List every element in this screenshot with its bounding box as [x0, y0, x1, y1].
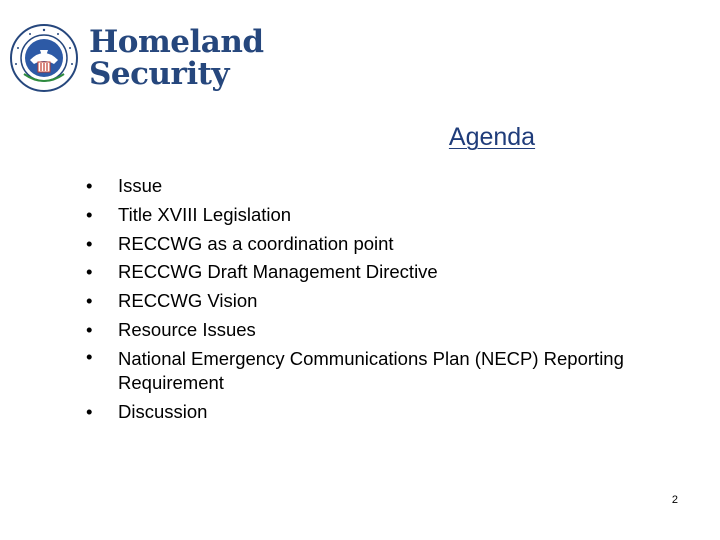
slide-title-text: Agenda	[448, 123, 536, 151]
agenda-list	[86, 172, 646, 427]
agenda-item	[86, 201, 646, 230]
agenda-item-text: National Emergency Communications Plan (NECP) Reporting Requirement	[118, 347, 624, 393]
agenda-item	[86, 398, 646, 427]
agenda-item-text: Title XVIII Legislation	[118, 203, 292, 225]
bullet: •	[86, 175, 93, 196]
agenda-item	[86, 345, 646, 398]
agenda-item	[86, 287, 646, 316]
agenda-item-text: Resource Issues	[118, 318, 256, 340]
bullet: •	[86, 261, 93, 283]
bullet: •	[86, 290, 93, 312]
bullet: •	[86, 345, 93, 367]
agenda-item-text: Issue	[118, 175, 163, 196]
logo-line-homeland: Homeland	[89, 24, 264, 60]
bullet: •	[86, 203, 93, 225]
bullet: •	[86, 232, 93, 254]
agenda-item	[86, 258, 646, 287]
agenda-item-text: RECCWG Draft Management Directive	[118, 261, 438, 283]
agenda-item-text: RECCWG Vision	[118, 290, 258, 312]
slide-title	[0, 123, 720, 152]
page-number: 2	[671, 494, 678, 506]
agenda-item	[86, 230, 646, 259]
dhs-seal-icon	[10, 24, 78, 92]
logo-line-security: Security	[89, 56, 229, 92]
bullet: •	[86, 400, 93, 422]
dhs-logo	[10, 24, 264, 96]
agenda-item	[86, 172, 646, 201]
agenda-item-text: RECCWG as a coordination point	[118, 232, 394, 254]
agenda-item-text: Discussion	[118, 400, 208, 422]
bullet: •	[86, 318, 93, 340]
agenda-item	[86, 316, 646, 345]
logo-wordmark	[89, 26, 264, 90]
